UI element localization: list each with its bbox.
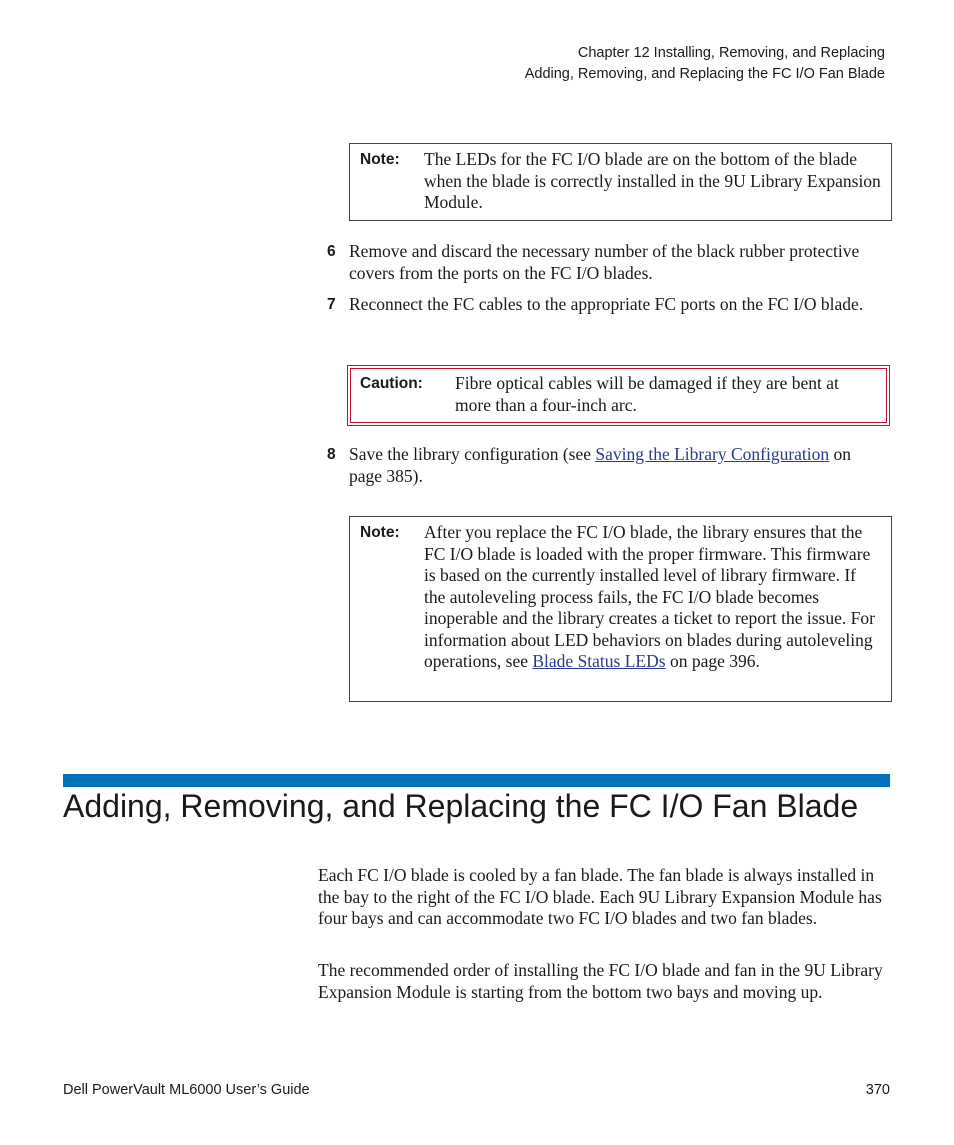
step-text-after: on page 385). xyxy=(349,444,852,486)
note-label: Note: xyxy=(360,151,400,168)
step-7 xyxy=(327,294,887,316)
step-text xyxy=(349,444,887,487)
step-number: 8 xyxy=(327,446,336,463)
step-text: Remove and discard the necessary number of the black rubber protective covers from the ports on the FC I/O blades. xyxy=(349,241,860,283)
caution-label: Caution: xyxy=(360,375,423,392)
header-chapter: Chapter 12 Installing, Removing, and Replacing xyxy=(577,45,885,61)
header-section: Adding, Removing, and Replacing the FC I/O Fan Blade xyxy=(524,66,885,82)
caution-box xyxy=(347,365,890,426)
footer-title: Dell PowerVault ML6000 User’s Guide xyxy=(63,1082,310,1098)
running-header xyxy=(525,43,885,85)
footer-page-number: 370 xyxy=(865,1082,890,1098)
step-text: Reconnect the FC cables to the appropriate FC ports on the FC I/O blade. xyxy=(349,294,864,314)
section-heading: Adding, Removing, and Replacing the FC I/O Fan Blade xyxy=(63,788,859,824)
note-label: Note: xyxy=(360,524,400,541)
link-blade-status-leds[interactable]: Blade Status LEDs xyxy=(532,651,666,671)
caution-text: Fibre optical cables will be damaged if they are bent at more than a four-inch arc. xyxy=(455,373,839,415)
note-box-leds xyxy=(349,143,892,221)
step-8 xyxy=(327,444,887,487)
note-box-firmware xyxy=(349,516,892,702)
note-text: The LEDs for the FC I/O blade are on the bottom of the blade when the blade is correctly installed in the 9U Library Expansion Module. xyxy=(424,149,881,212)
note-text-before: After you replace the FC I/O blade, the library ensures that the FC I/O blade is loaded with the proper firmware. This firmware is based on the currently installed level of library firmware. If the autoleveling process fails, the FC I/O blade becomes inoperable and the library creates a ticket to report the issue. For information about LED behaviors on blades during autoleveling operations, see xyxy=(424,522,875,671)
step-text-before: Save the library configuration (see xyxy=(349,444,596,464)
step-number: 6 xyxy=(327,243,336,260)
section-paragraph-1: Each FC I/O blade is cooled by a fan blade. The fan blade is always installed in the bay to the right of the FC I/O blade. Each 9U Library Expansion Module has four bays and can accommodate two FC I/O blades and two fan blades. xyxy=(318,865,882,928)
step-6 xyxy=(327,241,887,284)
step-number: 7 xyxy=(327,296,336,313)
link-saving-library-configuration[interactable]: Saving the Library Configuration xyxy=(595,444,830,464)
note-text-after: on page 396. xyxy=(665,651,760,671)
section-paragraph-2: The recommended order of installing the FC I/O blade and fan in the 9U Library Expansion Module is starting from the bottom two bays and moving up. xyxy=(318,960,883,1002)
note-text xyxy=(424,522,881,673)
